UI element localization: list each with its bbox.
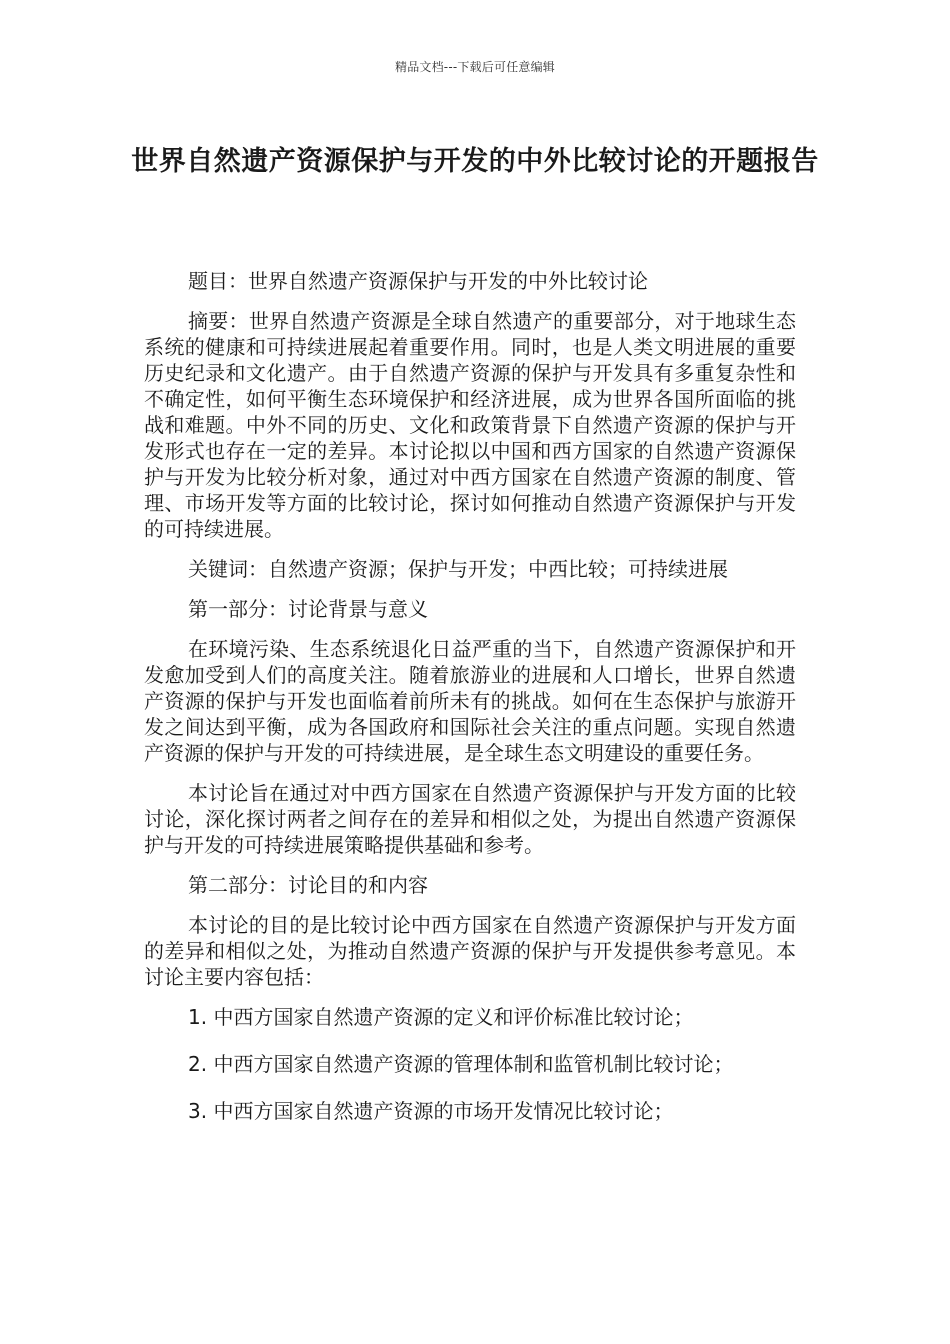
list-item: 3. 中西方国家自然遗产资源的市场开发情况比较讨论； bbox=[188, 1099, 674, 1123]
part2-paragraph-1: 本讨论的目的是比较讨论中西方国家在自然遗产资源保护与开发方面的差异和相似之处，为推动自然遗产资源的保护与开发提供参考意见。本讨论主要内容包括： bbox=[144, 913, 796, 989]
topic-paragraph: 题目：世界自然遗产资源保护与开发的中外比较讨论 bbox=[188, 269, 648, 293]
abstract-paragraph: 摘要：世界自然遗产资源是全球自然遗产的重要部分，对于地球生态系统的健康和可持续进展起着重要作用。同时，也是人类文明进展的重要历史纪录和文化遗产。由于自然遗产资源的保护与开发具有多重复杂性和不确定性，如何平衡生态环境保护和经济进展，成为世界各国所面临的挑战和难题。中外不同的历史、文化和政策背景下自然遗产资源的保护与开发形式也存在一定的差异。本讨论拟以中国和西方国家的自然遗产资源保护与开发为比较分析对象，通过对中西方国家在自然遗产资源的制度、管理、市场开发等方面的比较讨论，探讨如何推动自然遗产资源保护与开发的可持续进展。 bbox=[144, 309, 796, 541]
content-list bbox=[144, 1004, 796, 1124]
list-item: 2. 中西方国家自然遗产资源的管理体制和监管机制比较讨论； bbox=[188, 1052, 734, 1076]
header-note: 精品文档---下载后可任意编辑 bbox=[395, 60, 555, 74]
part1-heading: 第一部分：讨论背景与意义 bbox=[188, 597, 428, 621]
part1-paragraph-2: 本讨论旨在通过对中西方国家在自然遗产资源保护与开发方面的比较讨论，深化探讨两者之间存在的差异和相似之处，为提出自然遗产资源保护与开发的可持续进展策略提供基础和参考。 bbox=[144, 781, 796, 857]
keywords-paragraph: 关键词：自然遗产资源；保护与开发；中西比较；可持续进展 bbox=[188, 557, 728, 581]
part1-paragraph-1: 在环境污染、生态系统退化日益严重的当下，自然遗产资源保护和开发愈加受到人们的高度关注。随着旅游业的进展和人口增长，世界自然遗产资源的保护与开发也面临着前所未有的挑战。如何在生态保护与旅游开发之间达到平衡，成为各国政府和国际社会关注的重点问题。实现自然遗产资源的保护与开发的可持续进展，是全球生态文明建设的重要任务。 bbox=[144, 637, 796, 765]
document-title: 世界自然遗产资源保护与开发的中外比较讨论的开题报告 bbox=[131, 146, 819, 177]
list-item: 1. 中西方国家自然遗产资源的定义和评价标准比较讨论； bbox=[188, 1005, 694, 1029]
document-body bbox=[144, 268, 796, 1145]
part2-heading: 第二部分：讨论目的和内容 bbox=[188, 873, 428, 897]
